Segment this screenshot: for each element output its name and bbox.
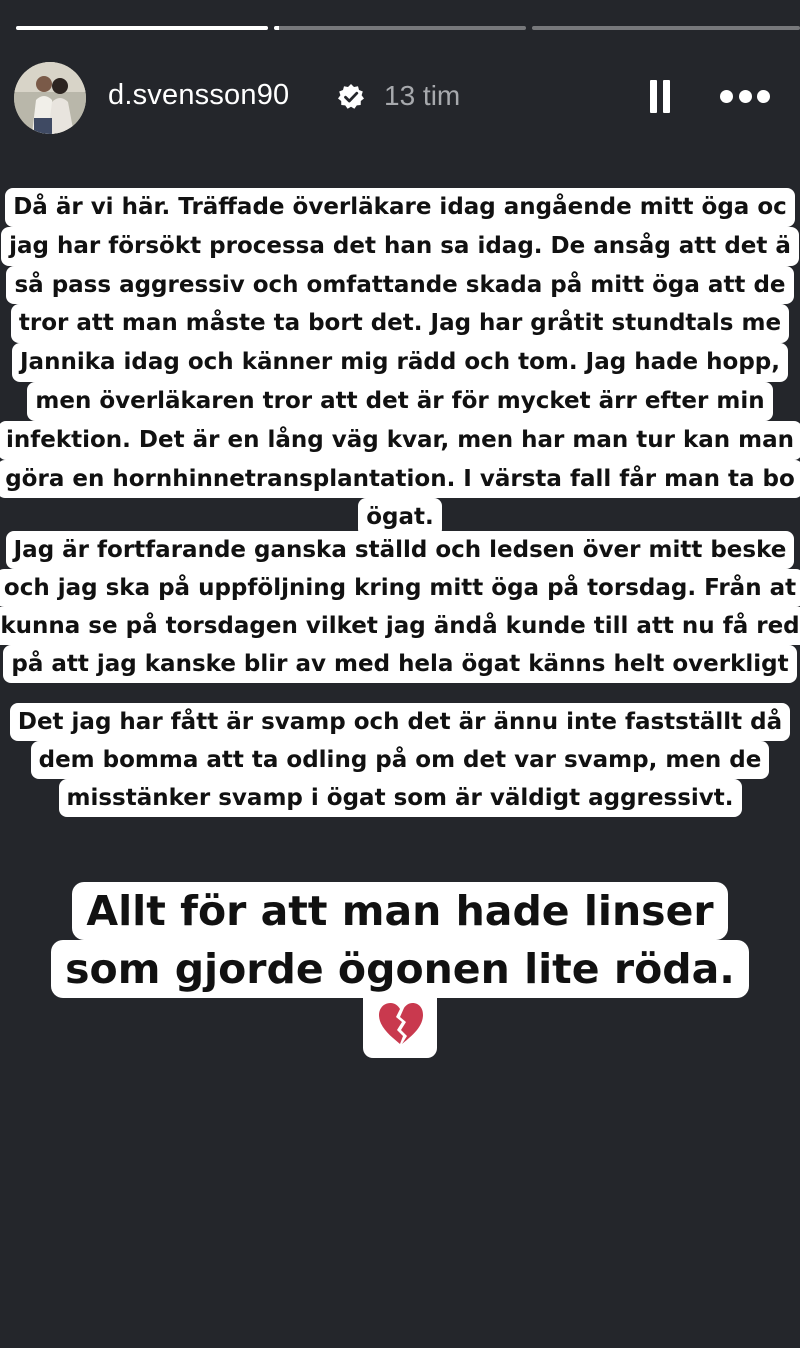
emoji-line — [363, 996, 437, 1058]
text-line: Jag är fortfarande ganska ställd och ledsen över mitt beske — [6, 531, 795, 569]
pause-icon[interactable] — [648, 80, 672, 114]
text-line: jag har försökt processa det han sa idag. De ansåg att det ä — [1, 227, 799, 266]
text-line: dem bomma att ta odling på om det var svamp, men de — [31, 741, 770, 779]
avatar[interactable] — [14, 62, 86, 134]
username[interactable]: d.svensson90 — [108, 79, 290, 111]
text-line: men överläkaren tror att det är för mycket ärr efter min — [27, 382, 772, 421]
text-line: tror att man måste ta bort det. Jag har gråtit stundtals me — [11, 304, 789, 343]
more-options-icon[interactable] — [720, 90, 770, 104]
story-header — [14, 62, 786, 132]
text-line: Det jag har fått är svamp och det är ännu inte fastställt då — [10, 703, 790, 741]
progress-segment-2 — [274, 26, 526, 30]
story-progress — [16, 26, 800, 30]
text-block-4 — [0, 882, 800, 1060]
text-line: på att jag kanske blir av med hela ögat känns helt overkligt — [3, 645, 796, 683]
text-line: ögat. — [358, 498, 442, 537]
verified-badge-icon — [337, 83, 365, 111]
text-line: göra en hornhinnetransplantation. I värsta fall får man ta bo — [0, 460, 800, 499]
text-line: och jag ska på uppföljning kring mitt öga på torsdag. Från at — [0, 569, 800, 607]
text-line: så pass aggressiv och omfattande skada på mitt öga att de — [6, 266, 793, 305]
post-time: 13 tim — [384, 80, 461, 111]
progress-segment-1 — [16, 26, 268, 30]
text-line: Då är vi här. Träffade överläkare idag angående mitt öga oc — [5, 188, 795, 227]
text-block-2 — [0, 531, 800, 683]
text-line: Jannika idag och känner mig rädd och tom. Jag hade hopp, — [12, 343, 788, 382]
headline-line: som gjorde ögonen lite röda. — [51, 940, 749, 998]
text-line: infektion. Det är en lång väg kvar, men har man tur kan man — [0, 421, 800, 460]
text-line: kunna se på torsdagen vilket jag ändå kunde till att nu få red — [0, 607, 800, 645]
text-block-1 — [0, 188, 800, 537]
text-line: misstänker svamp i ögat som är väldigt aggressivt. — [59, 779, 742, 817]
headline-line: Allt för att man hade linser — [72, 882, 727, 940]
progress-segment-3 — [532, 26, 800, 30]
text-block-3 — [0, 703, 800, 817]
broken-heart-icon — [375, 1000, 425, 1048]
couple-photo-avatar — [14, 62, 86, 134]
